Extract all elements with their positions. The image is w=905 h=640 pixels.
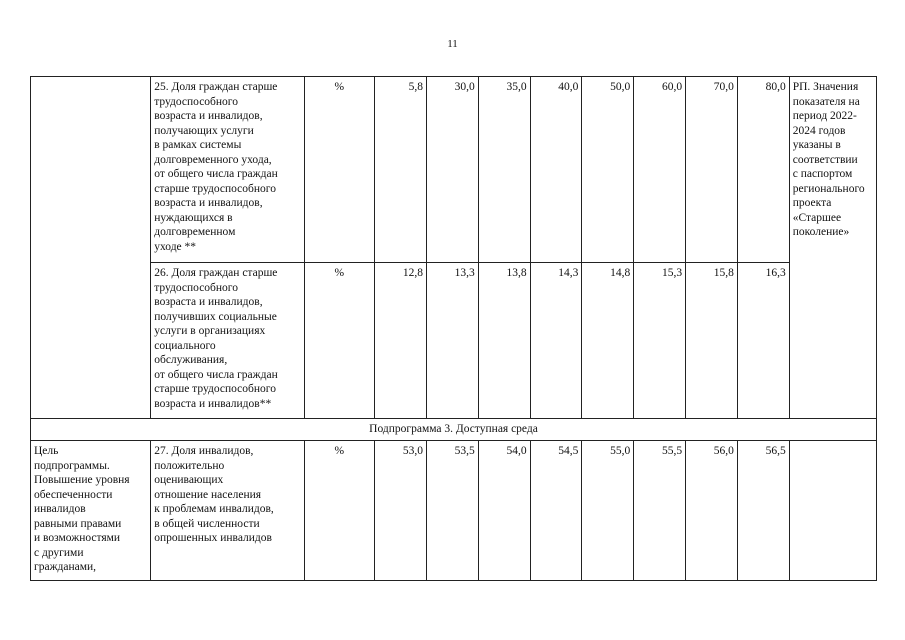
indicator-text: 26. Доля граждан старше трудоспособного возраста и инвалидов, получивших социальные услуги в организациях социального обслуживания, от общего числа граждан старше трудоспособного возраста и инвалидов** — [154, 267, 278, 410]
value-cell: 53,5 — [426, 441, 478, 581]
unit-cell: % — [304, 441, 375, 581]
value-cell: 40,0 — [530, 77, 582, 263]
page-number: 11 — [447, 38, 458, 50]
value-cell: 30,0 — [426, 77, 478, 263]
indicators-table — [30, 76, 877, 581]
section-row — [31, 419, 877, 441]
value-cell: 54,0 — [478, 441, 530, 581]
goal-cell — [31, 441, 151, 581]
indicator-text: 27. Доля инвалидов, положительно оценивающих отношение населения к проблемам инвалидов, в общей численности опрошенных инвалидов — [154, 445, 274, 544]
section-title: Подпрограмма 3. Доступная среда — [31, 419, 877, 441]
note-cell — [789, 441, 876, 581]
table-row — [31, 263, 877, 419]
value-cell: 14,8 — [582, 263, 634, 419]
value-cell: 12,8 — [375, 263, 427, 419]
value-cell: 14,3 — [530, 263, 582, 419]
unit-cell: % — [304, 263, 375, 419]
value-cell: 55,0 — [582, 441, 634, 581]
value-cell: 5,8 — [375, 77, 427, 263]
value-cell: 56,5 — [737, 441, 789, 581]
value-cell: 35,0 — [478, 77, 530, 263]
goal-cell-empty — [31, 77, 151, 419]
value-cell: 54,5 — [530, 441, 582, 581]
indicator-cell — [151, 441, 304, 581]
goal-text: Цель подпрограммы. Повышение уровня обеспеченности инвалидов равными правами и возможностями с другими гражданами, — [34, 445, 130, 573]
value-cell: 70,0 — [686, 77, 738, 263]
note-cell — [789, 77, 876, 419]
value-cell: 60,0 — [634, 77, 686, 263]
value-cell: 16,3 — [737, 263, 789, 419]
value-cell: 56,0 — [686, 441, 738, 581]
value-cell: 55,5 — [634, 441, 686, 581]
table-row — [31, 77, 877, 263]
value-cell: 50,0 — [582, 77, 634, 263]
value-cell: 15,3 — [634, 263, 686, 419]
table-row — [31, 441, 877, 581]
indicator-cell — [151, 263, 304, 419]
value-cell: 15,8 — [686, 263, 738, 419]
indicator-cell — [151, 77, 304, 263]
value-cell: 13,3 — [426, 263, 478, 419]
value-cell: 80,0 — [737, 77, 789, 263]
indicator-text: 25. Доля граждан старше трудоспособного возраста и инвалидов, получающих услуги в рамках системы долговременного ухода, от общего числа граждан старше трудоспособного возраста и инвалидов, нуждающихся в долговременном уходе ** — [154, 81, 278, 253]
unit-cell: % — [304, 77, 375, 263]
value-cell: 53,0 — [375, 441, 427, 581]
note-text: РП. Значения показателя на период 2022- 2024 годов указаны в соответствии с паспортом регионального проекта «Старшее поколение» — [792, 81, 865, 238]
value-cell: 13,8 — [478, 263, 530, 419]
